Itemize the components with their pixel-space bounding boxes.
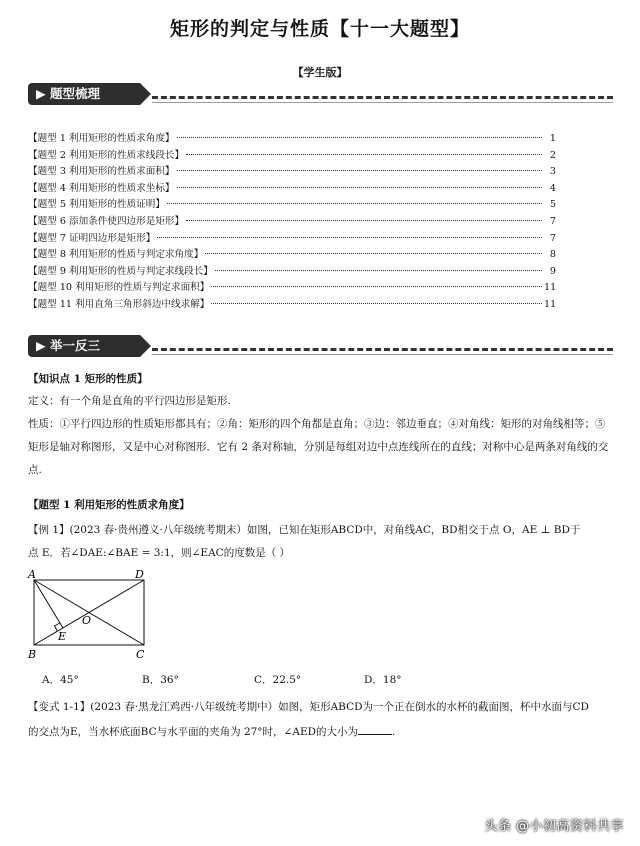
label-o: O <box>82 614 92 627</box>
toc-page: 3 <box>549 166 556 178</box>
option-d[interactable]: D．18° <box>364 674 402 686</box>
toc-item[interactable] <box>28 279 556 296</box>
section-header-toc <box>28 83 613 105</box>
toc-label: 【题型 3 利用矩形的性质求面积】 <box>28 166 175 178</box>
toc-label: 【题型 6 添加条件使四边形是矩形】 <box>28 215 185 227</box>
toc-leader <box>211 303 542 304</box>
label-b: B <box>28 648 37 661</box>
toc-leader <box>177 187 542 188</box>
toc-leader <box>177 170 542 171</box>
type-heading: 【题型 1 利用矩形的性质求角度】 <box>28 499 190 511</box>
toc-leader <box>186 154 542 155</box>
toc-label: 【题型 5 利用矩形的性质证明】 <box>28 199 165 211</box>
answer-blank[interactable] <box>358 723 392 735</box>
toc-item[interactable] <box>28 196 556 213</box>
toc-item[interactable] <box>28 147 556 164</box>
toc-leader <box>211 286 542 287</box>
label-c: C <box>136 648 145 661</box>
option-a[interactable]: A．45° <box>42 674 79 686</box>
variant-line-2-text: 的交点为E，当水杯底面BC与水平面的夹角为 27°时，∠AED的大小为 <box>28 726 359 738</box>
option-b[interactable]: B．36° <box>142 674 179 686</box>
toc-label: 【题型 1 利用矩形的性质求角度】 <box>28 133 175 144</box>
toc-label: 【题型 10 利用矩形的性质与判定求面积】 <box>28 282 210 294</box>
section-header-label <box>28 335 140 357</box>
label-a: A <box>28 568 36 581</box>
toc-label: 【题型 2 利用矩形的性质求线段长】 <box>28 149 185 161</box>
property-text: 性质：①平行四边形的性质矩形都具有；②角：矩形的四个角都是直角；③边：邻边垂直；④对角线：矩形的对角线相等；⑤矩形是轴对称图形，又是中心对称图形．它有 2 条对称轴，分别是每组对边中点连线所在的直线；对称中心是两条对角线的交点. <box>28 418 609 476</box>
toc-page: 11 <box>544 282 557 294</box>
toc-label: 【题型 11 利用直角三角形斜边中线求解】 <box>28 298 210 310</box>
toc-leader <box>167 203 542 204</box>
definition-text: 定义：有一个角是直角的平行四边形是矩形. <box>28 395 231 407</box>
toc-page: 11 <box>544 298 557 310</box>
option-c[interactable]: C．22.5° <box>254 674 302 686</box>
toc-item[interactable] <box>28 180 556 197</box>
toc-page: 4 <box>549 182 556 194</box>
toc-leader <box>157 237 542 238</box>
toc-page: 7 <box>549 215 556 227</box>
toc-label: 【题型 4 利用矩形的性质求坐标】 <box>28 182 175 194</box>
section-header-text: 举一反三 <box>49 338 100 353</box>
toc-page: 1 <box>549 133 556 144</box>
divider <box>152 354 613 355</box>
segment-ae <box>34 580 63 628</box>
page-title: 矩形的判定与性质【十一大题型】 <box>169 18 470 40</box>
toc-page: 2 <box>549 149 556 161</box>
toc-item[interactable] <box>28 213 556 230</box>
variant-line-2 <box>28 723 395 739</box>
label-e: E <box>58 630 67 643</box>
toc-leader <box>186 220 542 221</box>
example-line-1: 【例 1】(2023 春·贵州遵义·八年级统考期末）如图，已知在矩形ABCD中，对角线AC，BD相交于点 O，AE ⊥ BD于 <box>28 524 581 536</box>
watermark: 头条 @小初高资料共享 <box>484 819 624 834</box>
variant-line-1: 【变式 1-1】(2023 春·黑龙江鸡西·八年级统考期中）如图，矩形ABCD为一个正在倒水的水杯的截面图，杯中水面与CD <box>28 701 589 713</box>
toc-item[interactable] <box>28 230 556 247</box>
toc-leader <box>215 270 542 271</box>
toc-leader <box>205 253 542 254</box>
section-header-label <box>28 83 140 105</box>
label-d: D <box>135 568 144 581</box>
toc-page: 5 <box>549 199 556 211</box>
divider <box>152 96 613 99</box>
toc-page: 9 <box>549 265 556 277</box>
knowledge-point-heading: 【知识点 1 矩形的性质】 <box>28 373 148 385</box>
toc-label: 【题型 7 证明四边形是矩形】 <box>28 232 156 244</box>
section-header-examples <box>28 335 613 357</box>
toc-page: 8 <box>549 249 556 261</box>
section-header-text: 题型梳理 <box>49 86 100 101</box>
variant-line-2-end: . <box>392 726 396 738</box>
toc-page: 7 <box>549 232 556 244</box>
edition-label: 【学生版】 <box>292 66 348 79</box>
toc-leader <box>177 137 542 138</box>
table-of-contents <box>28 130 556 313</box>
toc-item[interactable] <box>28 263 556 280</box>
toc-item[interactable] <box>28 130 556 147</box>
toc-item[interactable] <box>28 296 556 313</box>
divider <box>152 102 613 103</box>
rectangle-figure <box>22 566 162 666</box>
toc-label: 【题型 9 利用矩形的性质与判定求线段长】 <box>28 265 213 277</box>
toc-item[interactable] <box>28 246 556 263</box>
example-line-2: 点 E．若∠DAE:∠BAE = 3:1，则∠EAC的度数是（ ） <box>28 547 291 559</box>
toc-label: 【题型 8 利用矩形的性质与判定求角度】 <box>28 249 204 261</box>
divider <box>152 348 613 351</box>
play-icon: ▶ <box>36 86 46 101</box>
toc-item[interactable] <box>28 163 556 180</box>
play-icon: ▶ <box>36 338 46 353</box>
